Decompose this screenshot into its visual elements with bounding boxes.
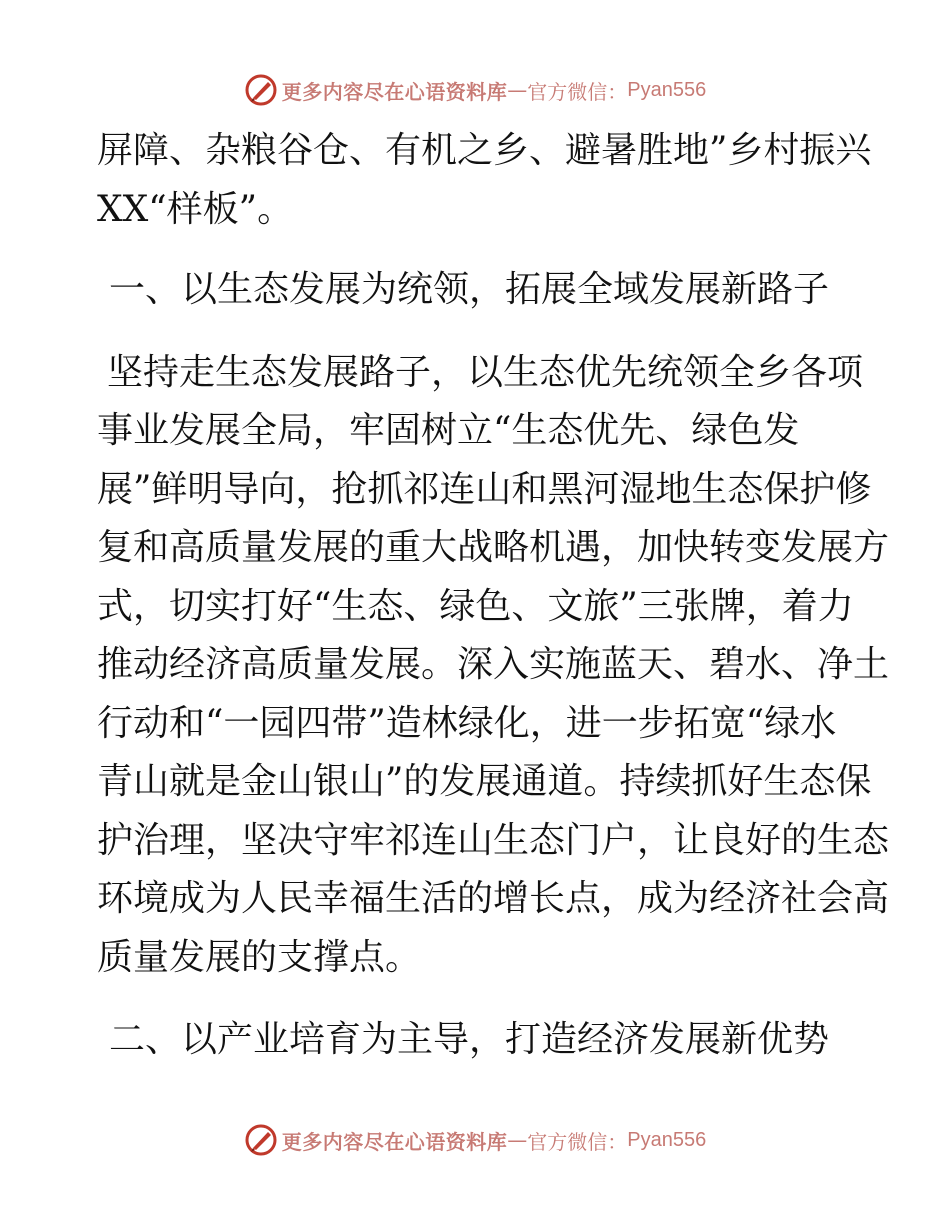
watermark-brand: 更多内容尽在心语资料库 [281, 79, 508, 104]
watermark-dash: — [507, 1128, 528, 1152]
lead-paragraph [97, 122, 872, 239]
watermark-contact-id: Pyan556 [627, 1128, 707, 1151]
text-line: 屏障、杂粮谷仓、有机之乡、避暑胜地”乡村振兴 [97, 130, 872, 171]
body-paragraph [97, 344, 890, 988]
section-heading-1: 一、以生态发展为统领，拓展全域发展新路子 [109, 269, 830, 310]
text-line: 行动和“一园四带”造林绿化，进一步拓宽“绿水 [97, 702, 837, 744]
text-line: 事业发展全局，牢固树立“生态优先、绿色发 [97, 410, 800, 451]
quill-pen-seal-icon [244, 73, 278, 107]
text-line: 展”鲜明导向，抢抓祁连山和黑河湿地生态保护修 [97, 468, 872, 510]
text-line: 复和高质量发展的重大战略机遇，加快转变发展方 [97, 527, 890, 568]
text-line: XX“样板”。 [97, 188, 294, 230]
watermark-contact-label: 官方微信： [527, 1129, 628, 1154]
header-watermark [0, 70, 950, 110]
watermark-dash: — [507, 78, 528, 102]
text-line: 推动经济高质量发展。深入实施蓝天、碧水、净土 [97, 644, 890, 685]
footer-watermark [0, 1120, 950, 1160]
text-line: 青山就是金山银山”的发展通道。持续抓好生态保 [97, 761, 872, 802]
document-body [97, 122, 890, 1070]
section-heading-2: 二、以产业培育为主导，打造经济发展新优势 [109, 1019, 830, 1060]
text-line: 护治理，坚决守牢祁连山生态门户，让良好的生态 [97, 819, 890, 861]
text-line: 环境成为人民幸福生活的增长点，成为经济社会高 [97, 878, 890, 919]
watermark-contact-id: Pyan556 [627, 78, 707, 101]
watermark-brand: 更多内容尽在心语资料库 [281, 1129, 508, 1154]
text-line: 坚持走生态发展路子，以生态优先统领全乡各项 [107, 351, 864, 393]
text-line: 质量发展的支撑点。 [97, 936, 422, 978]
watermark-contact-label: 官方微信： [527, 79, 628, 104]
quill-pen-seal-icon [244, 1123, 278, 1157]
text-line: 式，切实打好“生态、绿色、文旅”三张牌，着力 [97, 585, 854, 627]
